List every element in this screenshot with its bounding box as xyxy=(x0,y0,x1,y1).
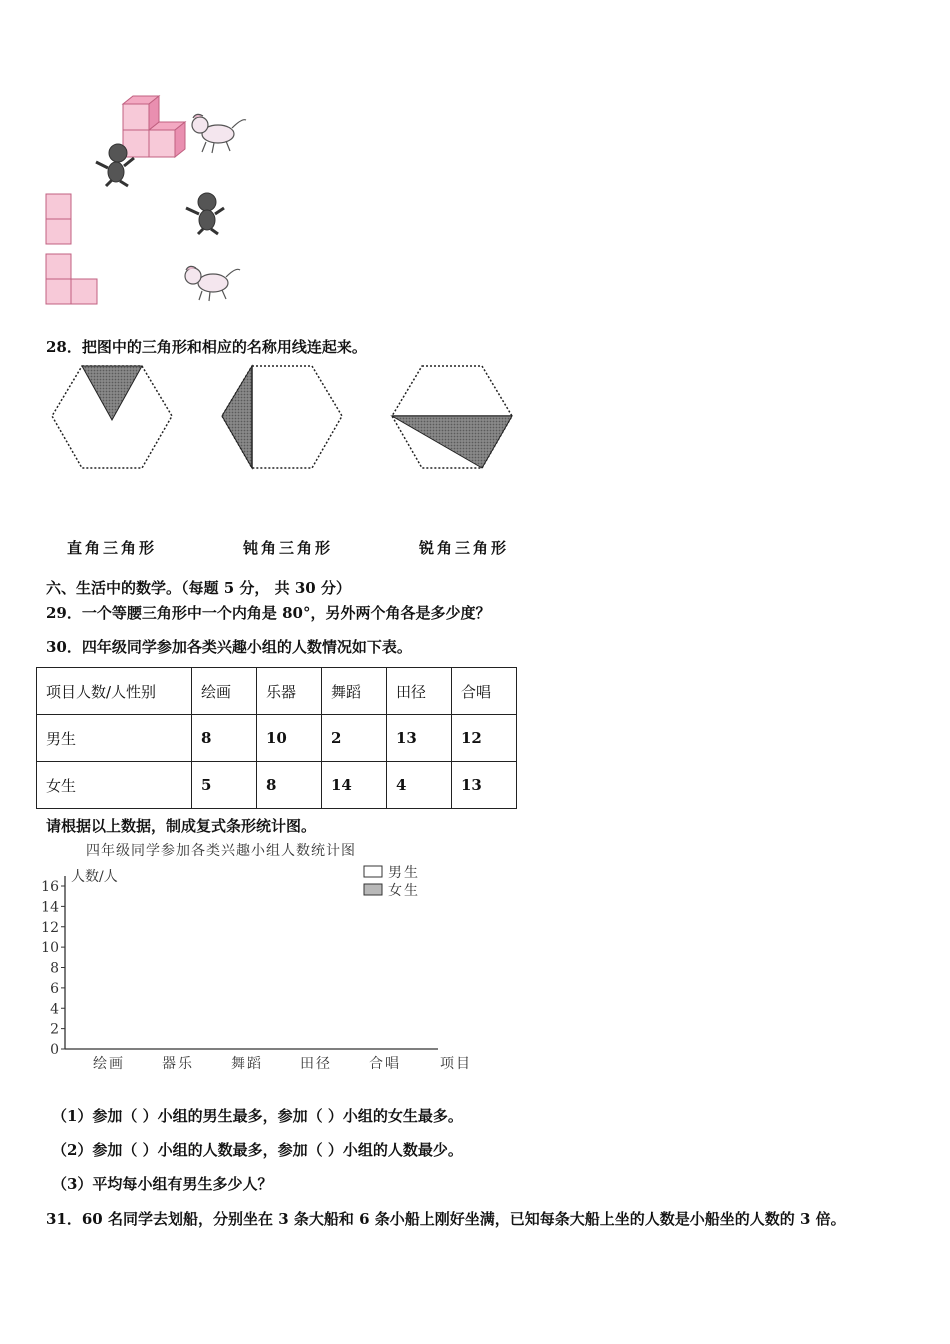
y-tick-label: 8 xyxy=(50,960,59,977)
table-cell: 女生 xyxy=(37,762,192,809)
label-acute-triangle: 锐角三角形 xyxy=(419,539,510,557)
bar-chart xyxy=(30,838,490,1078)
y-tick-label: 2 xyxy=(50,1021,59,1038)
y-tick-label: 16 xyxy=(41,879,59,895)
table-row xyxy=(37,715,517,762)
y-tick-label: 12 xyxy=(41,919,59,936)
x-tick-label: 绘画 xyxy=(93,1056,125,1072)
x-tick-label: 器乐 xyxy=(162,1056,194,1072)
table-cell: 8 xyxy=(192,715,257,762)
hexagon-2 xyxy=(222,366,342,468)
table-cell: 舞蹈 xyxy=(322,668,387,715)
x-tick-label: 合唱 xyxy=(369,1056,401,1072)
hexagon-3 xyxy=(392,366,512,468)
table-cell: 男生 xyxy=(37,715,192,762)
table-row xyxy=(37,762,517,809)
section-6-heading: 六、生活中的数学。（每题 5 分， 共 30 分） xyxy=(46,579,351,597)
label-obtuse-triangle: 钝角三角形 xyxy=(243,539,334,557)
view-two-stacked xyxy=(46,194,71,244)
hexagon-1 xyxy=(52,366,172,468)
dog-icon xyxy=(185,266,240,301)
question-29: 29．一个等腰三角形中一个内角是 80°，另外两个角各是多少度？ xyxy=(46,604,491,622)
table-cell: 乐器 xyxy=(257,668,322,715)
table-cell: 绘画 xyxy=(192,668,257,715)
dog-icon xyxy=(192,114,246,153)
interest-group-table xyxy=(36,667,517,809)
table-cell: 2 xyxy=(322,715,387,762)
x-tick-label: 舞蹈 xyxy=(231,1056,263,1072)
table-cell: 14 xyxy=(322,762,387,809)
table-cell: 13 xyxy=(452,762,517,809)
chart-instruction: 请根据以上数据，制成复式条形统计图。 xyxy=(46,817,317,835)
legend-female-label: 女生 xyxy=(388,883,420,899)
question-30-sub3: （3）平均每小组有男生多少人？ xyxy=(52,1175,273,1193)
y-tick-label: 6 xyxy=(50,980,59,997)
legend-female-swatch xyxy=(364,884,382,895)
chart-title: 四年级同学参加各类兴趣小组人数统计图 xyxy=(86,843,356,859)
table-cell: 13 xyxy=(387,715,452,762)
table-cell: 12 xyxy=(452,715,517,762)
question-30-sub1: （1）参加（ ）小组的男生最多，参加（ ）小组的女生最多。 xyxy=(52,1107,463,1125)
question-30-sub2: （2）参加（ ）小组的人数最多，参加（ ）小组的人数最少。 xyxy=(52,1141,463,1159)
y-tick-label: 14 xyxy=(41,899,59,916)
x-tick-label: 田径 xyxy=(300,1056,332,1072)
question-30: 30．四年级同学参加各类兴趣小组的人数情况如下表。 xyxy=(46,638,412,656)
question-31: 31．60 名同学去划船，分别坐在 3 条大船和 6 条小船上刚好坐满，已知每条大船上坐的人数是小船坐的人数的 3 倍。 xyxy=(46,1210,846,1228)
x-axis-label: 项目 xyxy=(440,1056,472,1072)
table-cell: 8 xyxy=(257,762,322,809)
question-28: 28．把图中的三角形和相应的名称用线连起来。 xyxy=(46,338,367,356)
table-header-row xyxy=(37,668,517,715)
table-cell: 5 xyxy=(192,762,257,809)
y-axis-label: 人数/人 xyxy=(71,869,118,885)
table-cell: 项目人数/人性别 xyxy=(37,668,192,715)
legend-male-swatch xyxy=(364,866,382,877)
y-tick-label: 0 xyxy=(50,1042,59,1058)
table-cell: 10 xyxy=(257,715,322,762)
view-l-shape xyxy=(46,254,97,304)
cube-3d-view xyxy=(123,96,185,157)
legend-male-label: 男生 xyxy=(388,865,420,881)
monkey-icon xyxy=(186,193,224,234)
table-cell: 田径 xyxy=(387,668,452,715)
y-tick-label: 4 xyxy=(50,1001,59,1018)
cube-figure xyxy=(0,0,260,320)
triangle-hexagons xyxy=(0,360,560,490)
y-tick-label: 10 xyxy=(41,940,59,957)
table-cell: 4 xyxy=(387,762,452,809)
table-cell: 合唱 xyxy=(452,668,517,715)
label-right-triangle: 直角三角形 xyxy=(67,539,158,557)
